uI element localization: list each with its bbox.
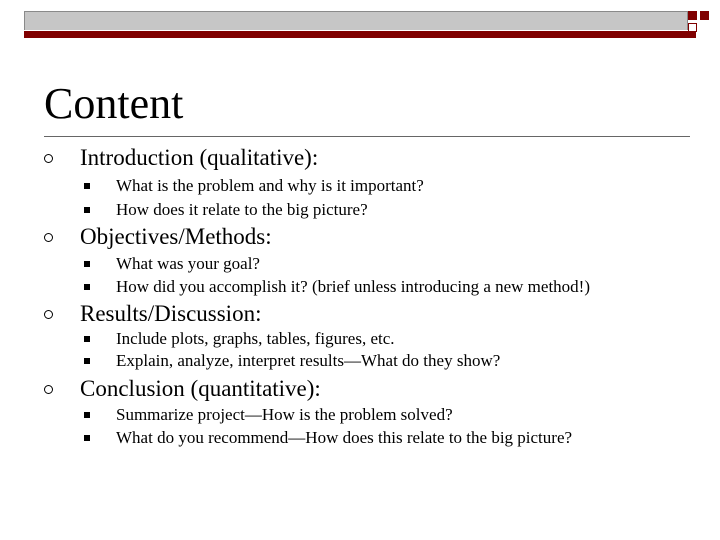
list-item-text: Include plots, graphs, tables, figures, etc.	[116, 329, 395, 348]
hollow-bullet-icon	[44, 385, 53, 394]
section-heading-text: Introduction (qualitative):	[80, 145, 319, 170]
list-item-text: How did you accomplish it? (brief unless introducing a new method!)	[116, 277, 590, 296]
square-bullet-icon	[84, 435, 90, 441]
square-bullet-icon	[84, 284, 90, 290]
header-accent-line	[24, 31, 696, 38]
header-gray-bar	[24, 11, 688, 30]
hollow-bullet-icon	[44, 154, 53, 163]
list-item-text: What was your goal?	[116, 254, 260, 273]
square-bullet-icon	[84, 358, 90, 364]
square-bullet-icon	[84, 207, 90, 213]
corner-square	[688, 23, 697, 32]
corner-square	[700, 11, 709, 20]
square-bullet-icon	[84, 183, 90, 189]
slide-header-decoration	[0, 0, 720, 45]
square-bullet-icon	[84, 336, 90, 342]
corner-square	[688, 11, 697, 20]
list-item-text: Summarize project—How is the problem solved?	[116, 405, 453, 424]
hollow-bullet-icon	[44, 310, 53, 319]
list-item-text: What do you recommend—How does this relate to the big picture?	[116, 428, 573, 447]
hollow-bullet-icon	[44, 233, 53, 242]
section-heading-text: Conclusion (quantitative):	[80, 376, 321, 401]
list-item-text: What is the problem and why is it important?	[116, 176, 424, 195]
square-bullet-icon	[84, 412, 90, 418]
list-item-text: Explain, analyze, interpret results—What do they show?	[116, 351, 501, 370]
slide-title: Content	[44, 79, 184, 128]
list-item-text: How does it relate to the big picture?	[116, 200, 368, 219]
title-divider	[44, 136, 690, 137]
section-heading-text: Objectives/Methods:	[80, 224, 272, 249]
section-heading-text: Results/Discussion:	[80, 301, 262, 326]
square-bullet-icon	[84, 261, 90, 267]
